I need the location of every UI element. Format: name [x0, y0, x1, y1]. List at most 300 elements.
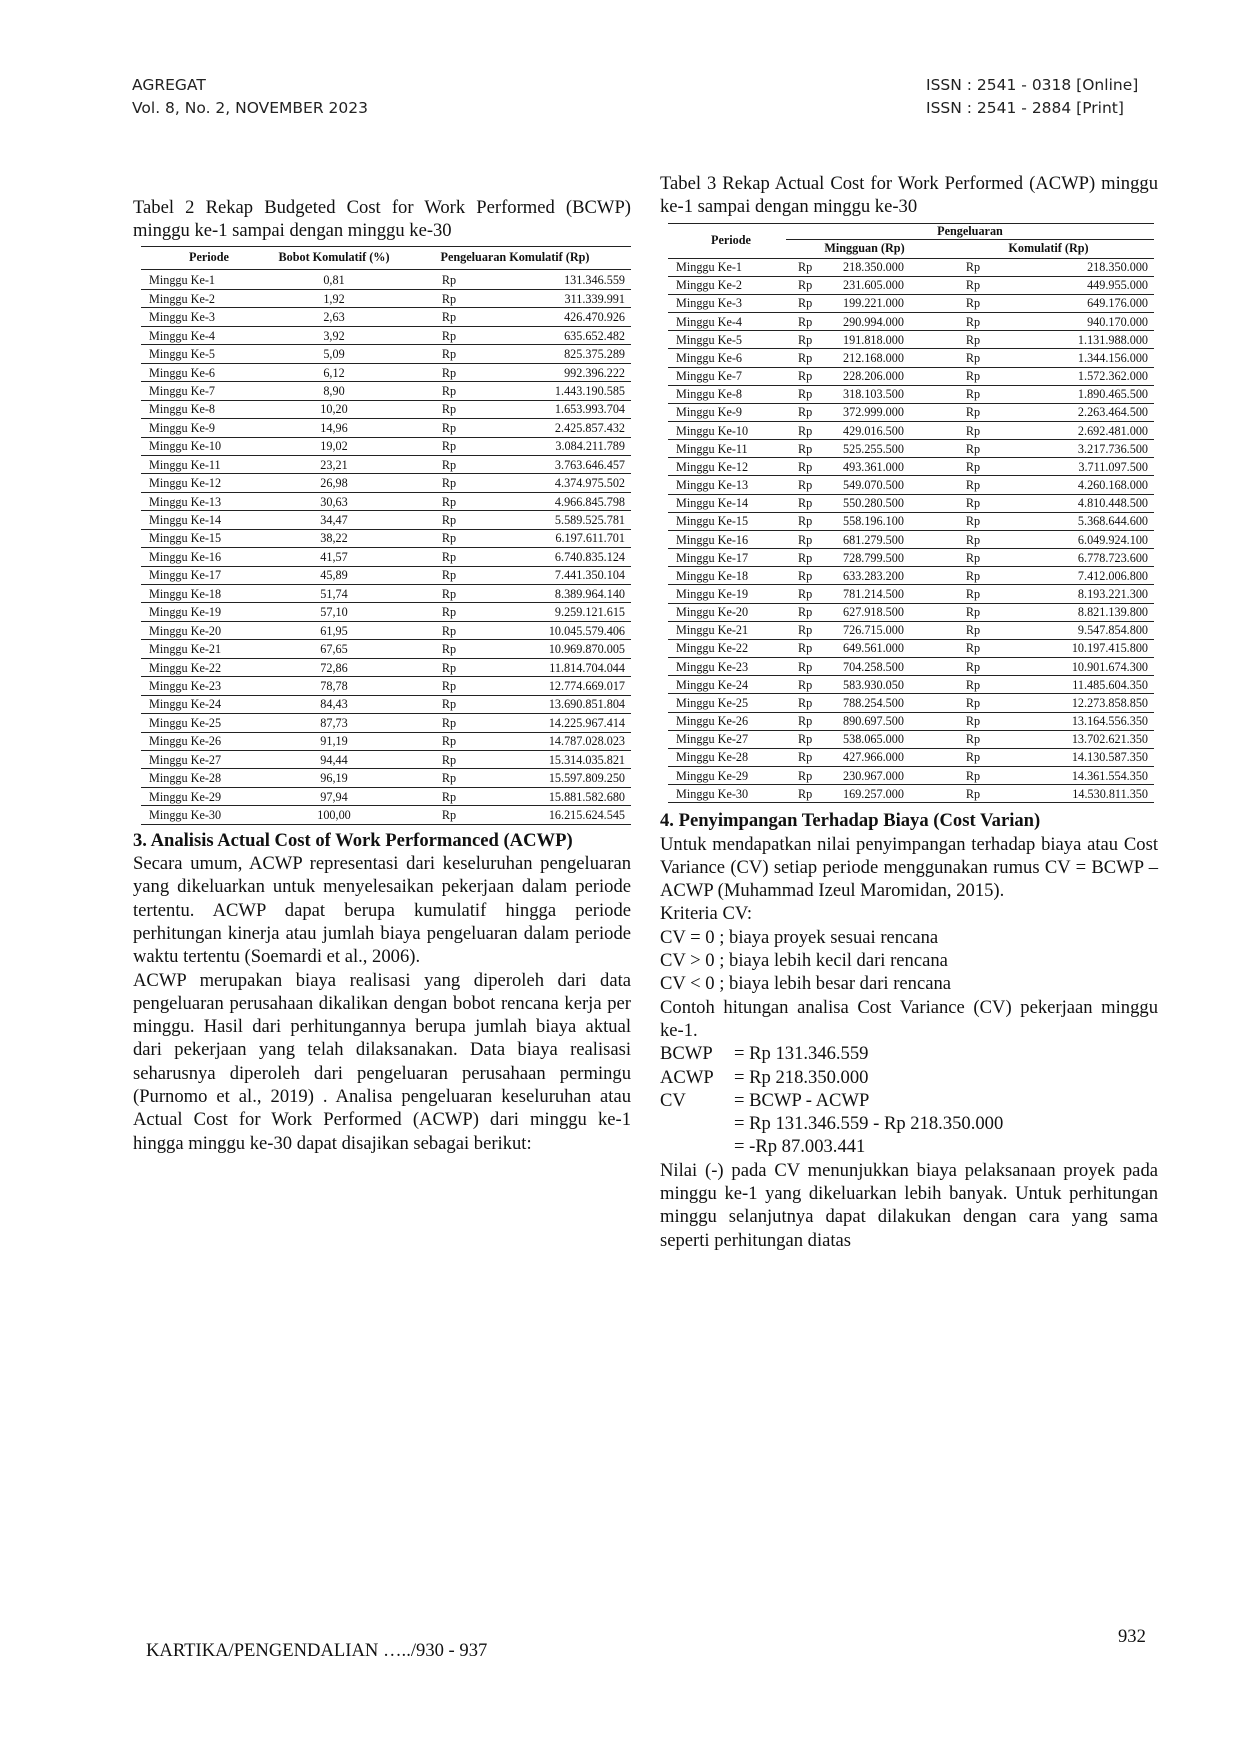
criteria-title: Kriteria CV:: [660, 903, 753, 925]
table3-cell-cumulative: 7.412.006.800: [1003, 567, 1154, 585]
table2-cell-currency: Rp: [399, 269, 499, 289]
table3-cell-currency-weekly: Rp: [786, 476, 843, 494]
table3-cell-currency-weekly: Rp: [786, 331, 843, 349]
table3-cell-cumulative: 14.530.811.350: [1003, 785, 1154, 803]
table3-row: [668, 494, 1154, 512]
table2-row: [141, 585, 631, 603]
table3-cell-currency-cumulative: Rp: [943, 494, 1003, 512]
table3-cell-currency-weekly: Rp: [786, 639, 843, 657]
table3-cell-currency-cumulative: Rp: [943, 349, 1003, 367]
table2-cell-currency: Rp: [399, 437, 499, 455]
table3-cell-currency-cumulative: Rp: [943, 294, 1003, 312]
section4-paragraph-1: Untuk mendapatkan nilai penyimpangan terhadap biaya atau Cost Variance (CV) setiap periode menggunakan rumus CV = BCWP – ACWP (Muhammad Izeul Maromidan, 2015).: [660, 833, 1158, 902]
table3-cell-currency-cumulative: Rp: [943, 385, 1003, 403]
table3-cell-currency-cumulative: Rp: [943, 440, 1003, 458]
table2-row: [141, 492, 631, 510]
table3-cell-period: Minggu Ke-12: [668, 458, 786, 476]
table3-cell-cumulative: 12.273.858.850: [1003, 694, 1154, 712]
table2-cell-period: Minggu Ke-19: [141, 603, 269, 621]
table3-cell-currency-weekly: Rp: [786, 276, 843, 294]
section3-paragraph-2: ACWP merupakan biaya realisasi yang diperoleh dari data pengeluaran perusahaan dikalikan dengan bobot rencana kerja per minggu. Hasil dari perhitungannya berupa jumlah biaya aktual dari pekerjaan yang telah dilaksanakan. Data biaya realisasi seharusnya diperoleh dari pengeluaran perusahaan permingu (Purnomo et al., 2019) . Analisa pengeluaran keseluruhan atau Actual Cost for Work Performed (ACWP) dari minggu ke-1 hingga minggu ke-30 dapat disajikan sebagai berikut:: [133, 969, 631, 1154]
table2-cell-amount: 1.443.190.585: [499, 382, 631, 400]
table3-cell-currency-cumulative: Rp: [943, 785, 1003, 803]
table3-cell-period: Minggu Ke-21: [668, 621, 786, 639]
table3-row: [668, 766, 1154, 784]
table3-cell-currency-weekly: Rp: [786, 530, 843, 548]
table3-cell-cumulative: 1.344.156.000: [1003, 349, 1154, 367]
table3-row: [668, 621, 1154, 639]
table2-row: [141, 750, 631, 768]
table3-cell-period: Minggu Ke-18: [668, 567, 786, 585]
issn-header: [926, 74, 1138, 120]
table2-cell-period: Minggu Ke-17: [141, 566, 269, 584]
table3-cell-currency-weekly: Rp: [786, 748, 843, 766]
table3-cell-cumulative: 9.547.854.800: [1003, 621, 1154, 639]
table3-row: [668, 658, 1154, 676]
issn-online: ISSN : 2541 - 0318 [Online]: [926, 76, 1139, 94]
table3-cell-period: Minggu Ke-15: [668, 512, 786, 530]
table2-cell-currency: Rp: [399, 658, 499, 676]
table3-cell-weekly: 550.280.500: [843, 494, 943, 512]
table3-header-cumulative: Komulatif (Rp): [943, 239, 1154, 258]
table2-cell-amount: 426.470.926: [499, 308, 631, 326]
table2-cell-currency: Rp: [399, 345, 499, 363]
table2-body: [141, 269, 631, 824]
table2-cell-bobot: 91,19: [269, 732, 399, 750]
table2-cell-period: Minggu Ke-26: [141, 732, 269, 750]
table3-cell-currency-weekly: Rp: [786, 385, 843, 403]
table2-cell-amount: 825.375.289: [499, 345, 631, 363]
table2-row: [141, 548, 631, 566]
table3-cell-weekly: 627.918.500: [843, 603, 943, 621]
table3-cell-cumulative: 2.692.481.000: [1003, 422, 1154, 440]
table2-cell-bobot: 10,20: [269, 400, 399, 418]
table3-cell-weekly: 493.361.000: [843, 458, 943, 476]
table2-row: [141, 363, 631, 381]
table3-cell-cumulative: 5.368.644.600: [1003, 512, 1154, 530]
table3-cell-currency-cumulative: Rp: [943, 621, 1003, 639]
table2-cell-currency: Rp: [399, 806, 499, 824]
table2-cell-bobot: 61,95: [269, 621, 399, 639]
table3-cell-period: Minggu Ke-7: [668, 367, 786, 385]
table3-cell-currency-weekly: Rp: [786, 313, 843, 331]
table3-cell-cumulative: 6.049.924.100: [1003, 530, 1154, 548]
table2-row: [141, 419, 631, 437]
table3-cell-weekly: 681.279.500: [843, 530, 943, 548]
calc-label: ACWP: [660, 1066, 714, 1088]
left-column: [133, 196, 631, 1155]
table3-cell-currency-cumulative: Rp: [943, 712, 1003, 730]
table3-cell-currency-cumulative: Rp: [943, 258, 1003, 276]
calc-value: = Rp 131.346.559: [734, 1043, 869, 1065]
table3-cell-period: Minggu Ke-27: [668, 730, 786, 748]
table3-acwp: [668, 223, 1154, 804]
table2-cell-amount: 5.589.525.781: [499, 511, 631, 529]
table3-cell-currency-cumulative: Rp: [943, 422, 1003, 440]
table3-cell-period: Minggu Ke-30: [668, 785, 786, 803]
table2-cell-amount: 15.314.035.821: [499, 750, 631, 768]
table2-cell-amount: 311.339.991: [499, 290, 631, 308]
table3-cell-currency-weekly: Rp: [786, 349, 843, 367]
table3-cell-weekly: 372.999.000: [843, 403, 943, 421]
table2-cell-period: Minggu Ke-7: [141, 382, 269, 400]
table3-cell-weekly: 429.016.500: [843, 422, 943, 440]
table3-cell-period: Minggu Ke-3: [668, 294, 786, 312]
table3-cell-cumulative: 3.217.736.500: [1003, 440, 1154, 458]
table3-cell-weekly: 427.966.000: [843, 748, 943, 766]
calc-label: [660, 1112, 734, 1135]
table3-cell-currency-cumulative: Rp: [943, 603, 1003, 621]
table2-cell-amount: 2.425.857.432: [499, 419, 631, 437]
table3-cell-currency-weekly: Rp: [786, 440, 843, 458]
table2-cell-bobot: 23,21: [269, 455, 399, 473]
table3-cell-currency-weekly: Rp: [786, 712, 843, 730]
table2-bcwp: [141, 246, 631, 825]
table3-cell-cumulative: 649.176.000: [1003, 294, 1154, 312]
table2-cell-currency: Rp: [399, 603, 499, 621]
table3-row: [668, 785, 1154, 803]
table3-row: [668, 276, 1154, 294]
table2-cell-period: Minggu Ke-11: [141, 455, 269, 473]
table3-cell-weekly: 525.255.500: [843, 440, 943, 458]
table3-cell-currency-cumulative: Rp: [943, 658, 1003, 676]
table2-row: [141, 382, 631, 400]
table2-cell-currency: Rp: [399, 566, 499, 584]
table3-cell-cumulative: 13.702.621.350: [1003, 730, 1154, 748]
table3-cell-currency-weekly: Rp: [786, 730, 843, 748]
table3-cell-currency-weekly: Rp: [786, 512, 843, 530]
table3-header-row-1: [668, 223, 1154, 239]
table2-cell-amount: 12.774.669.017: [499, 677, 631, 695]
table3-row: [668, 385, 1154, 403]
table3-cell-cumulative: 14.130.587.350: [1003, 748, 1154, 766]
table3-cell-period: Minggu Ke-11: [668, 440, 786, 458]
table2-cell-bobot: 26,98: [269, 474, 399, 492]
table2-cell-amount: 15.597.809.250: [499, 769, 631, 787]
table2-cell-currency: Rp: [399, 640, 499, 658]
table2-cell-amount: 13.690.851.804: [499, 695, 631, 713]
table2-cell-bobot: 3,92: [269, 326, 399, 344]
table2-cell-currency: Rp: [399, 548, 499, 566]
table2-cell-period: Minggu Ke-15: [141, 529, 269, 547]
table2-header-row: [141, 246, 631, 269]
table3-cell-currency-cumulative: Rp: [943, 331, 1003, 349]
table2-cell-amount: 3.763.646.457: [499, 455, 631, 473]
table3-cell-currency-cumulative: Rp: [943, 748, 1003, 766]
table3-row: [668, 549, 1154, 567]
table2-row: [141, 511, 631, 529]
table3-header-weekly: Mingguan (Rp): [786, 239, 943, 258]
table3-cell-cumulative: 1.572.362.000: [1003, 367, 1154, 385]
table3-cell-weekly: 633.283.200: [843, 567, 943, 585]
table2-header-bobot: Bobot Komulatif (%): [278, 250, 390, 265]
calc-value: = Rp 218.350.000: [734, 1066, 869, 1088]
table2-cell-bobot: 51,74: [269, 585, 399, 603]
table2-cell-amount: 9.259.121.615: [499, 603, 631, 621]
table2-cell-bobot: 30,63: [269, 492, 399, 510]
table2-row: [141, 640, 631, 658]
table2-cell-currency: Rp: [399, 677, 499, 695]
table2-row: [141, 345, 631, 363]
table3-cell-cumulative: 13.164.556.350: [1003, 712, 1154, 730]
table3-cell-currency-cumulative: Rp: [943, 766, 1003, 784]
criteria-item: CV = 0 ; biaya proyek sesuai rencana: [660, 926, 939, 948]
table2-cell-bobot: 38,22: [269, 529, 399, 547]
table3-cell-period: Minggu Ke-10: [668, 422, 786, 440]
table3-cell-currency-weekly: Rp: [786, 603, 843, 621]
table2-cell-amount: 4.966.845.798: [499, 492, 631, 510]
table2-cell-amount: 7.441.350.104: [499, 566, 631, 584]
table2-cell-bobot: 72,86: [269, 658, 399, 676]
table2-cell-period: Minggu Ke-29: [141, 787, 269, 805]
table3-cell-weekly: 704.258.500: [843, 658, 943, 676]
table3-row: [668, 603, 1154, 621]
table2-cell-currency: Rp: [399, 382, 499, 400]
table3-cell-currency-cumulative: Rp: [943, 730, 1003, 748]
table2-row: [141, 806, 631, 824]
table3-row: [668, 639, 1154, 657]
table2-cell-period: Minggu Ke-22: [141, 658, 269, 676]
table3-cell-period: Minggu Ke-2: [668, 276, 786, 294]
table2-cell-period: Minggu Ke-23: [141, 677, 269, 695]
table2-cell-period: Minggu Ke-10: [141, 437, 269, 455]
table2-cell-amount: 1.653.993.704: [499, 400, 631, 418]
table3-cell-weekly: 231.605.000: [843, 276, 943, 294]
table3-cell-period: Minggu Ke-13: [668, 476, 786, 494]
table2-cell-bobot: 0,81: [269, 269, 399, 289]
table2-cell-bobot: 6,12: [269, 363, 399, 381]
table3-cell-currency-weekly: Rp: [786, 458, 843, 476]
section4-heading: 4. Penyimpangan Terhadap Biaya (Cost Varian): [660, 810, 1041, 832]
table3-cell-currency-cumulative: Rp: [943, 276, 1003, 294]
table3-cell-currency-cumulative: Rp: [943, 639, 1003, 657]
table2-cell-amount: 14.787.028.023: [499, 732, 631, 750]
calc-value: = Rp 131.346.559 - Rp 218.350.000: [734, 1113, 1004, 1135]
table2-cell-amount: 6.197.611.701: [499, 529, 631, 547]
table2-cell-period: Minggu Ke-13: [141, 492, 269, 510]
table3-cell-period: Minggu Ke-4: [668, 313, 786, 331]
table3-cell-currency-cumulative: Rp: [943, 585, 1003, 603]
table2-cell-amount: 8.389.964.140: [499, 585, 631, 603]
table3-cell-currency-cumulative: Rp: [943, 530, 1003, 548]
table3-cell-currency-cumulative: Rp: [943, 512, 1003, 530]
table2-cell-period: Minggu Ke-18: [141, 585, 269, 603]
table2-cell-amount: 14.225.967.414: [499, 714, 631, 732]
table3-cell-currency-cumulative: Rp: [943, 476, 1003, 494]
table2-row: [141, 529, 631, 547]
table2-cell-period: Minggu Ke-1: [141, 269, 269, 289]
table2-cell-period: Minggu Ke-25: [141, 714, 269, 732]
table3-cell-currency-weekly: Rp: [786, 621, 843, 639]
table2-cell-bobot: 5,09: [269, 345, 399, 363]
table3-cell-currency-cumulative: Rp: [943, 403, 1003, 421]
table3-cell-cumulative: 4.260.168.000: [1003, 476, 1154, 494]
table2-cell-currency: Rp: [399, 492, 499, 510]
table3-cell-weekly: 890.697.500: [843, 712, 943, 730]
table3-cell-currency-weekly: Rp: [786, 367, 843, 385]
criteria-item: CV < 0 ; biaya lebih besar dari rencana: [660, 973, 952, 995]
table3-cell-currency-weekly: Rp: [786, 422, 843, 440]
table2-row: [141, 787, 631, 805]
table3-cell-period: Minggu Ke-23: [668, 658, 786, 676]
table3-row: [668, 712, 1154, 730]
table3-header-group: Pengeluaran: [786, 223, 1154, 239]
table3-cell-period: Minggu Ke-20: [668, 603, 786, 621]
table3-row: [668, 585, 1154, 603]
calc-label: CV: [660, 1089, 686, 1111]
table2-cell-period: Minggu Ke-14: [141, 511, 269, 529]
table3-cell-weekly: 583.930.050: [843, 676, 943, 694]
table3-cell-currency-weekly: Rp: [786, 258, 843, 276]
table2-cell-amount: 131.346.559: [499, 269, 631, 289]
table2-cell-amount: 11.814.704.044: [499, 658, 631, 676]
table2-cell-currency: Rp: [399, 769, 499, 787]
table3-cell-period: Minggu Ke-5: [668, 331, 786, 349]
table2-row: [141, 474, 631, 492]
table3-body: [668, 258, 1154, 803]
table3-row: [668, 458, 1154, 476]
table2-cell-bobot: 57,10: [269, 603, 399, 621]
table3-cell-cumulative: 940.170.000: [1003, 313, 1154, 331]
table2-cell-bobot: 67,65: [269, 640, 399, 658]
table2-cell-currency: Rp: [399, 529, 499, 547]
table3-row: [668, 567, 1154, 585]
table3-cell-currency-weekly: Rp: [786, 494, 843, 512]
table3-cell-weekly: 728.799.500: [843, 549, 943, 567]
table3-row: [668, 331, 1154, 349]
table3-cell-currency-weekly: Rp: [786, 658, 843, 676]
journal-header: [132, 74, 368, 120]
table3-row: [668, 349, 1154, 367]
table3-cell-weekly: 191.818.000: [843, 331, 943, 349]
table2-cell-period: Minggu Ke-8: [141, 400, 269, 418]
table3-cell-period: Minggu Ke-6: [668, 349, 786, 367]
table3-cell-weekly: 212.168.000: [843, 349, 943, 367]
table3-cell-weekly: 781.214.500: [843, 585, 943, 603]
table2-cell-currency: Rp: [399, 363, 499, 381]
table3-cell-weekly: 538.065.000: [843, 730, 943, 748]
table2-cell-amount: 10.045.579.406: [499, 621, 631, 639]
table3-cell-currency-cumulative: Rp: [943, 694, 1003, 712]
table2-cell-bobot: 19,02: [269, 437, 399, 455]
table2-cell-amount: 4.374.975.502: [499, 474, 631, 492]
table2-header-pengeluaran: Pengeluaran Komulatif (Rp): [440, 250, 590, 265]
table3-row: [668, 530, 1154, 548]
table3-row: [668, 476, 1154, 494]
table2-cell-bobot: 1,92: [269, 290, 399, 308]
table2-row: [141, 437, 631, 455]
table3-cell-currency-weekly: Rp: [786, 766, 843, 784]
table3-row: [668, 440, 1154, 458]
table2-cell-period: Minggu Ke-30: [141, 806, 269, 824]
table3-row: [668, 313, 1154, 331]
table2-cell-bobot: 8,90: [269, 382, 399, 400]
calc-label: BCWP: [660, 1043, 713, 1065]
table3-cell-period: Minggu Ke-22: [668, 639, 786, 657]
table2-cell-currency: Rp: [399, 308, 499, 326]
calc-label: [660, 1135, 734, 1158]
table2-row: [141, 455, 631, 473]
table2-cell-currency: Rp: [399, 621, 499, 639]
table2-row: [141, 695, 631, 713]
table2-cell-period: Minggu Ke-27: [141, 750, 269, 768]
table2-row: [141, 290, 631, 308]
table3-cell-period: Minggu Ke-1: [668, 258, 786, 276]
table3-cell-weekly: 788.254.500: [843, 694, 943, 712]
table2-cell-bobot: 14,96: [269, 419, 399, 437]
right-column: [660, 172, 1158, 1252]
table3-cell-weekly: 649.561.000: [843, 639, 943, 657]
criteria-item: CV > 0 ; biaya lebih kecil dari rencana: [660, 950, 948, 972]
table3-cell-currency-cumulative: Rp: [943, 458, 1003, 476]
table2-cell-bobot: 34,47: [269, 511, 399, 529]
table3-row: [668, 403, 1154, 421]
table2-cell-period: Minggu Ke-16: [141, 548, 269, 566]
table3-cell-period: Minggu Ke-9: [668, 403, 786, 421]
footer-reference: KARTIKA/PENGENDALIAN …../930 - 937: [146, 1640, 488, 1661]
table2-cell-bobot: 78,78: [269, 677, 399, 695]
table2-cell-currency: Rp: [399, 290, 499, 308]
table2-cell-amount: 6.740.835.124: [499, 548, 631, 566]
table3-cell-cumulative: 8.821.139.800: [1003, 603, 1154, 621]
table3-cell-cumulative: 218.350.000: [1003, 258, 1154, 276]
table3-cell-cumulative: 10.901.674.300: [1003, 658, 1154, 676]
table3-cell-weekly: 218.350.000: [843, 258, 943, 276]
table3-cell-cumulative: 449.955.000: [1003, 276, 1154, 294]
table2-cell-period: Minggu Ke-28: [141, 769, 269, 787]
table3-cell-period: Minggu Ke-14: [668, 494, 786, 512]
table3-cell-period: Minggu Ke-25: [668, 694, 786, 712]
table3-cell-weekly: 318.103.500: [843, 385, 943, 403]
table2-row: [141, 603, 631, 621]
table3-caption: Tabel 3 Rekap Actual Cost for Work Performed (ACWP) minggu ke-1 sampai dengan minggu ke-30: [660, 173, 1158, 218]
table2-row: [141, 769, 631, 787]
table3-row: [668, 422, 1154, 440]
table3-cell-cumulative: 10.197.415.800: [1003, 639, 1154, 657]
section3-heading: 3. Analisis Actual Cost of Work Performanced (ACWP): [133, 829, 573, 851]
table3-cell-cumulative: 8.193.221.300: [1003, 585, 1154, 603]
cv-example-intro: Contoh hitungan analisa Cost Variance (CV) pekerjaan minggu ke-1.: [660, 996, 1158, 1041]
table3-cell-currency-weekly: Rp: [786, 585, 843, 603]
table3-cell-weekly: 558.196.100: [843, 512, 943, 530]
table2-cell-amount: 992.396.222: [499, 363, 631, 381]
table2-cell-currency: Rp: [399, 787, 499, 805]
table3-cell-currency-cumulative: Rp: [943, 567, 1003, 585]
journal-name: AGREGAT: [132, 76, 206, 94]
table2-cell-period: Minggu Ke-24: [141, 695, 269, 713]
table2-cell-currency: Rp: [399, 714, 499, 732]
table2-cell-amount: 3.084.211.789: [499, 437, 631, 455]
table2-cell-currency: Rp: [399, 695, 499, 713]
table2-cell-bobot: 41,57: [269, 548, 399, 566]
table3-cell-weekly: 726.715.000: [843, 621, 943, 639]
table2-cell-amount: 15.881.582.680: [499, 787, 631, 805]
table3-cell-currency-weekly: Rp: [786, 567, 843, 585]
table2-row: [141, 732, 631, 750]
table3-cell-period: Minggu Ke-16: [668, 530, 786, 548]
table3-row: [668, 676, 1154, 694]
table3-cell-currency-weekly: Rp: [786, 294, 843, 312]
table2-cell-period: Minggu Ke-21: [141, 640, 269, 658]
table3-header-period: Periode: [668, 223, 786, 258]
issn-print: ISSN : 2541 - 2884 [Print]: [926, 99, 1124, 117]
table2-caption: Tabel 2 Rekap Budgeted Cost for Work Performed (BCWP) minggu ke-1 sampai dengan minggu ke-30: [133, 197, 631, 242]
table2-cell-bobot: 45,89: [269, 566, 399, 584]
table3-cell-period: Minggu Ke-24: [668, 676, 786, 694]
table2-cell-currency: Rp: [399, 750, 499, 768]
table2-cell-period: Minggu Ke-6: [141, 363, 269, 381]
table2-cell-amount: 635.652.482: [499, 326, 631, 344]
